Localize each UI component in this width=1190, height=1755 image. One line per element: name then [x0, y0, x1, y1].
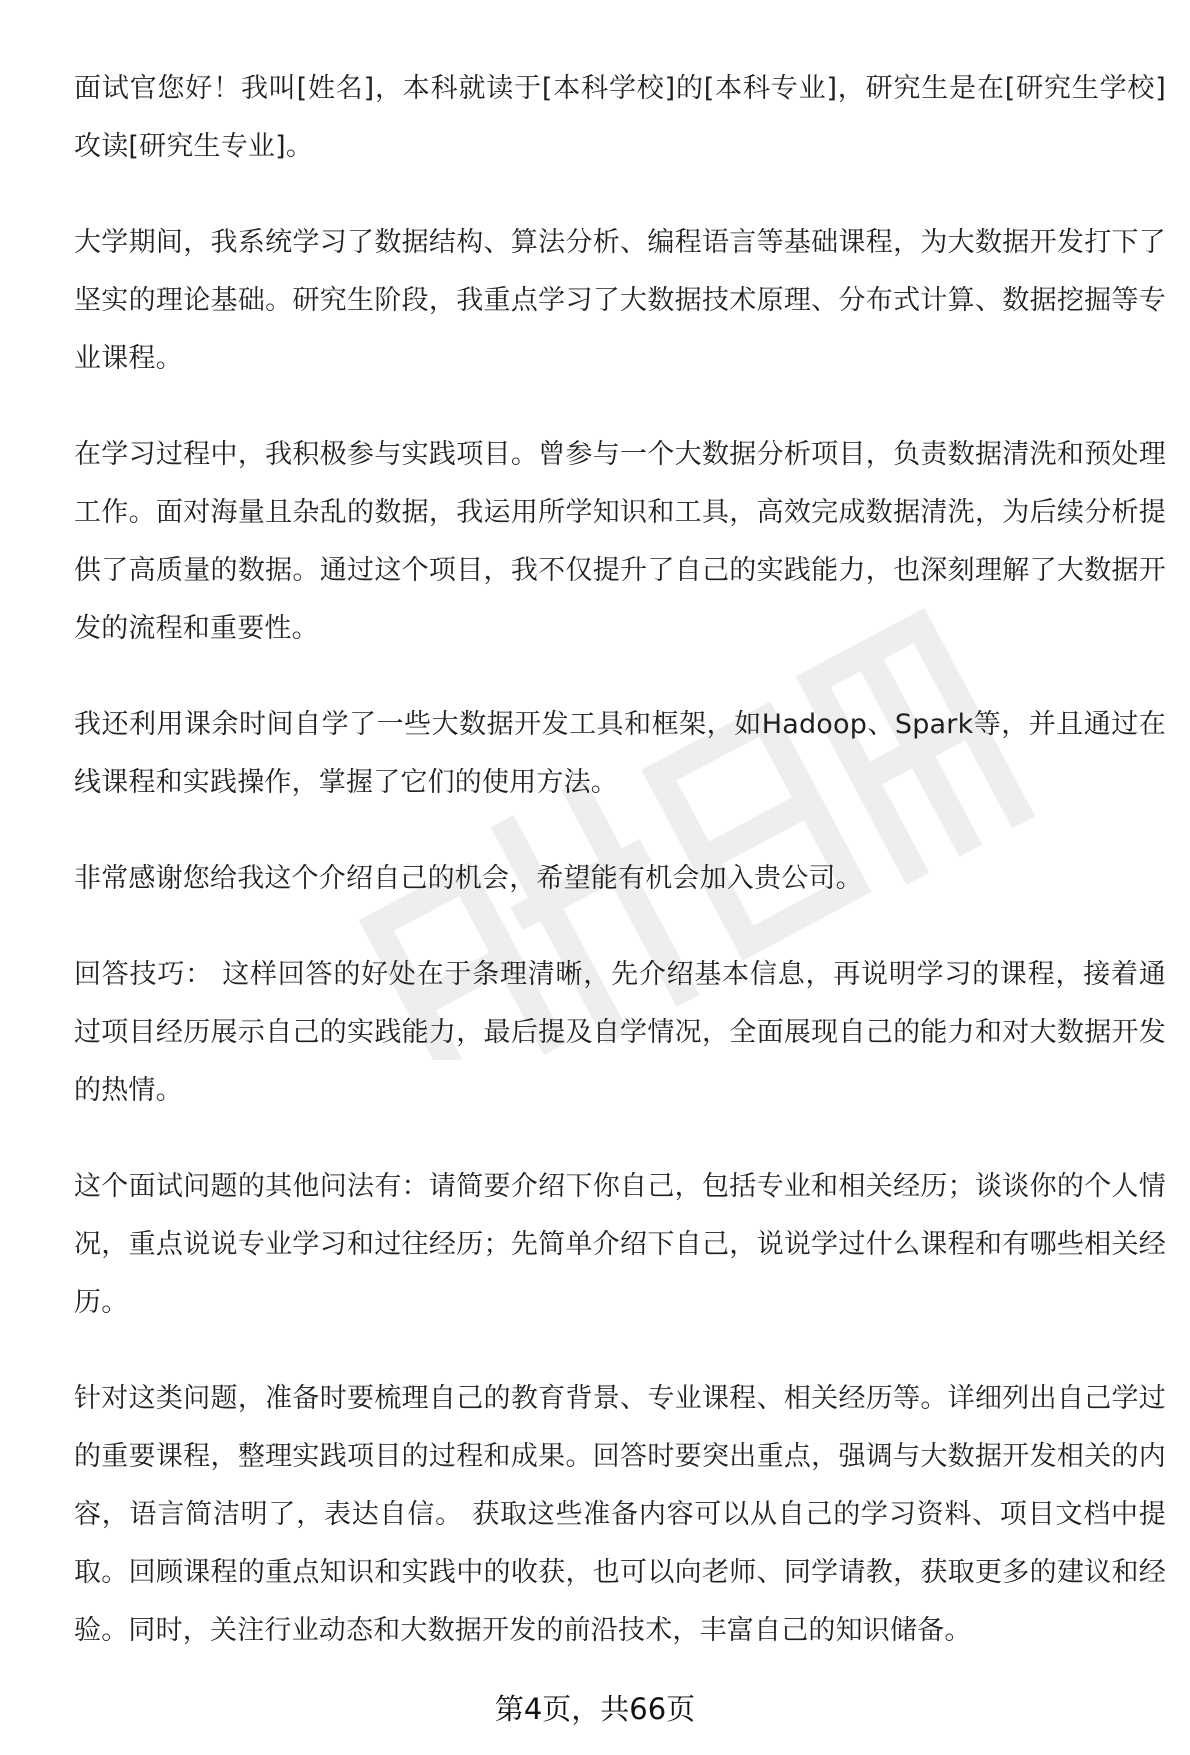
paragraph-coursework: 大学期间，我系统学习了数据结构、算法分析、编程语言等基础课程，为大数据开发打下了坚实的理论基础。研究生阶段，我重点学习了大数据技术原理、分布式计算、数据挖掘等专业课程。	[74, 227, 1166, 374]
page-number-footer: 第4页，共66页	[494, 1692, 696, 1726]
paragraph-answer-tips: 回答技巧： 这样回答的好处在于条理清晰，先介绍基本信息，再说明学习的课程，接着通过项目经历展示自己的实践能力，最后提及自学情况，全面展现自己的能力和对大数据开发的热情。	[74, 959, 1166, 1106]
paragraph-self-study: 我还利用课余时间自学了一些大数据开发工具和框架，如Hadoop、Spark等，并且通过在线课程和实践操作，掌握了它们的使用方法。	[74, 709, 1166, 798]
paragraph-preparation-advice: 针对这类问题，准备时要梳理自己的教育背景、专业课程、相关经历等。详细列出自己学过的重要课程，整理实践项目的过程和成果。回答时要突出重点，强调与大数据开发相关的内容，语言简洁明了，表达自信。 获取这些准备内容可以从自己的学习资料、项目文档中提取。回顾课程的重点知识和实践中的收获，也可以向老师、同学请教，获取更多的建议和经验。同时，关注行业动态和大数据开发的前沿技术，丰富自己的知识储备。	[74, 1383, 1166, 1646]
document-body	[74, 60, 1166, 1698]
paragraph-alternative-questions: 这个面试问题的其他问法有：请简要介绍下你自己，包括专业和相关经历；谈谈你的个人情况，重点说说专业学习和过往经历；先简单介绍下自己，说说学过什么课程和有哪些相关经历。	[74, 1171, 1166, 1318]
paragraph-self-introduction: 面试官您好！我叫[姓名]，本科就读于[本科学校]的[本科专业]，研究生是在[研究生学校]攻读[研究生专业]。	[74, 73, 1166, 162]
paragraph-project-experience: 在学习过程中，我积极参与实践项目。曾参与一个大数据分析项目，负责数据清洗和预处理工作。面对海量且杂乱的数据，我运用所学知识和工具，高效完成数据清洗，为后续分析提供了高质量的数据。通过这个项目，我不仅提升了自己的实践能力，也深刻理解了大数据开发的流程和重要性。	[74, 439, 1166, 644]
paragraph-closing: 非常感谢您给我这个介绍自己的机会，希望能有机会加入贵公司。	[74, 863, 863, 894]
